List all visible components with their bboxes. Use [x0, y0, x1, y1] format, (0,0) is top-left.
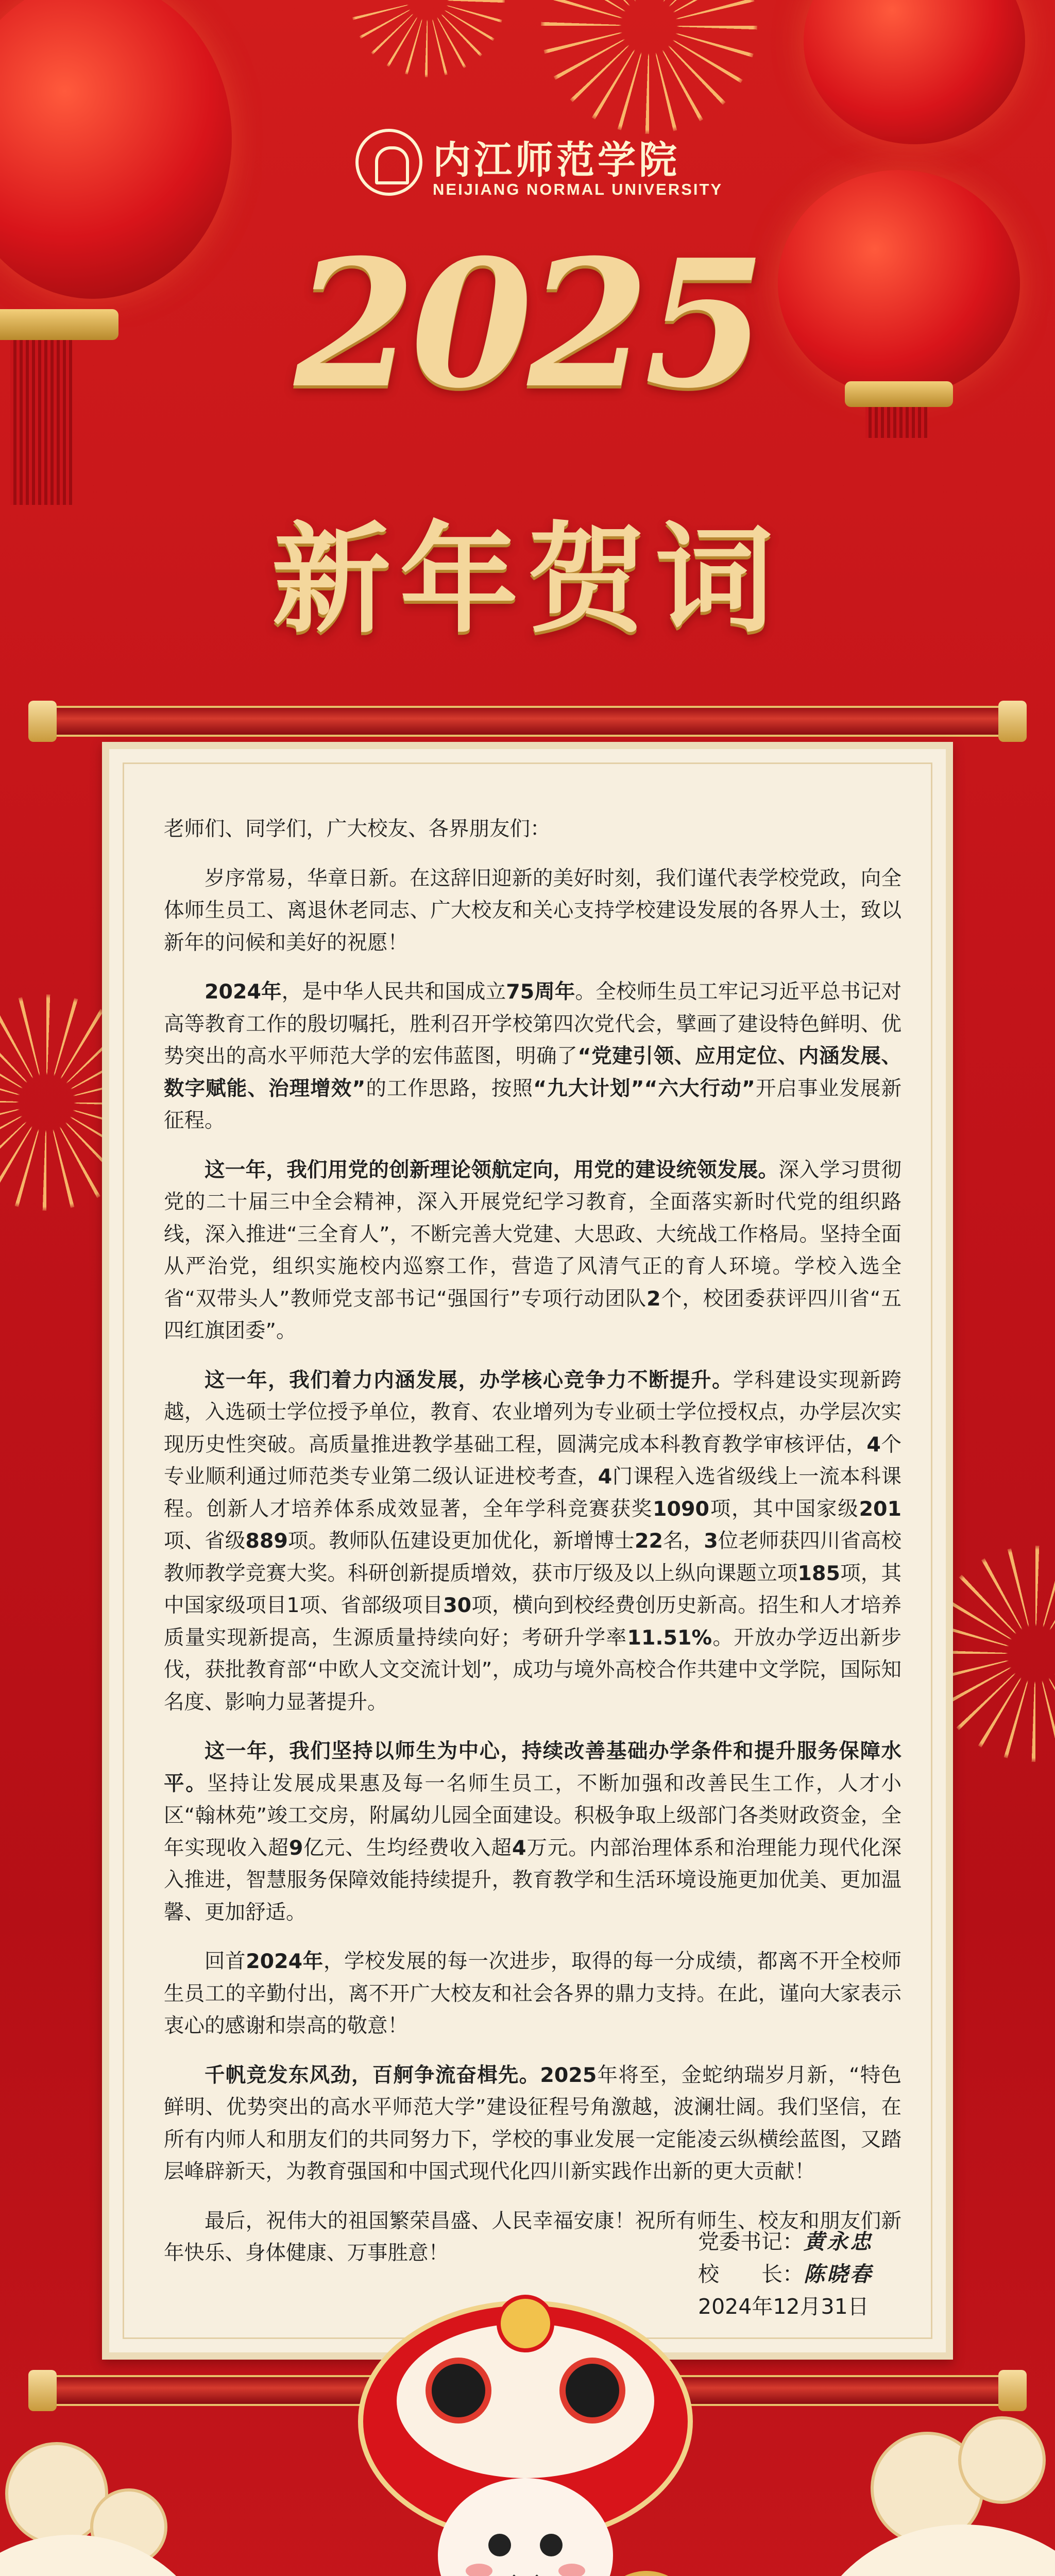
paragraph-2: 2024年，是中华人民共和国成立75周年。全校师生员工牢记习近平总书记对高等教育工作的殷切嘱托，胜利召开学校第四次党代会，擘画了建设特色鲜明、优势突出的高水平师范大学的宏伟蓝图，明确了“党建引领、应用定位、内涵发展、数字赋能、治理增效”的工作思路，按照“九大计划”“六大行动”开启事业发展新征程。	[164, 980, 902, 1132]
cloud-1	[0, 2535, 216, 2576]
cloud-4	[804, 2524, 1055, 2576]
paragraph-8: 最后，祝伟大的祖国繁荣昌盛、人民幸福安康！祝所有师生、校友和朋友们新年快乐、身体健康、万事胜意！	[164, 2209, 901, 2265]
scroll-cap-top-right	[998, 701, 1027, 742]
lantern-right-top	[804, 0, 1025, 144]
paragraph-4: 这一年，我们着力内涵发展，办学核心竞争力不断提升。学科建设实现新跨越，入选硕士学位授予单位，教育、农业增列为专业硕士学位授权点，办学层次实现历史性突破。高质量推进教学基础工程，圆满完成本科教育教学审核评估，4个专业顺利通过师范类专业第二级认证进校考查，4门课程入选省级线上一流本科课程。创新人才培养体系成效显著，全年学科竞赛获奖1090项，其中国家级201项、省级889项。教师队伍建设更加优化，新增博士22名，3位老师获四川省高校教师教学竞赛大奖。科研创新提质增效，获市厅级及以上纵向课题立项185项，其中国家级项目1项、省部级项目30项，横向到校经费创历史新高。招生和人才培养质量实现新提高，生源质量持续向好；考研升学率11.51%。开放办学迈出新步伐，获批教育部“中欧人文交流计划”，成功与境外高校合作共建中文学院，国际知名度、影响力显著提升。	[164, 1368, 902, 1714]
scroll-cap-bottom-left	[28, 2370, 57, 2411]
paragraph-6: 回首2024年，学校发展的每一次进步，取得的每一分成绩，都离不开全校师生员工的辛勤付出，离不开广大校友和社会各界的鼎力支持。在此，谨向大家表示衷心的感谢和崇高的敬意！	[164, 1950, 902, 2038]
paragraph-1: 岁序常易，华章日新。在这辞旧迎新的美好时刻，我们谨代表学校党政，向全体师生员工、离退休老同志、广大校友和关心支持学校建设发展的各界人士，致以新年的问候和美好的祝愿！	[164, 866, 901, 955]
firework-top	[541, 0, 757, 134]
paragraph-7: 千帆竞发东风劲，百舸争流奋楫先。2025年将至，金蛇纳瑞岁月新，“特色鲜明、优势突出的高水平师范大学”建设征程号角激越，波澜壮阔。我们坚信，在所有内师人和朋友们的共同努力下，学校的事业发展一定能凌云纵横绘蓝图，又踏层峰辟新天，为教育强国和中国式现代化四川新实践作出新的更大贡献！	[164, 2063, 901, 2183]
page-title: 新年贺词	[271, 510, 783, 649]
secretary-label: 党委书记：	[698, 2229, 804, 2254]
scroll-cap-top-left	[28, 701, 57, 742]
president-label: 校 长：	[698, 2262, 804, 2286]
plum-flower-right-2	[958, 2416, 1046, 2504]
paragraph-5: 这一年，我们坚持以师生为中心，持续改善基础办学条件和提升服务保障水平。坚持让发展成果惠及每一名师生员工，不断加强和改善民生工作，人才小区“翰林苑”竣工交房，附属幼儿园全面建设。积极争取上级部门各类财政资金，全年实现收入超9亿元、生均经费收入超4万元。内部治理体系和治理能力现代化深入推进，智慧服务保障效能持续提升，教育教学和生活环境设施更加优美、更加温馨、更加舒适。	[164, 1739, 902, 1924]
signature-block	[698, 2226, 914, 2323]
school-emblem-icon	[355, 129, 422, 196]
salutation: 老师们、同学们，广大校友、各界朋友们：	[164, 817, 551, 841]
letter-body	[164, 813, 901, 2286]
school-name-en: NEIJIANG NORMAL UNIVERSITY	[433, 180, 723, 198]
scroll-rod-top	[36, 706, 1019, 737]
paragraph-3: 这一年，我们用党的创新理论领航定向，用党的建设统领发展。深入学习贯彻党的二十届三中全会精神，深入开展党纪学习教育，全面落实新时代党的组织路线，深入推进“三全育人”，不断完善大党建、大思政、大统战工作格局。坚持全面从严治党，组织实施校内巡察工作，营造了风清气正的育人环境。学校入选全省“双带头人”教师党支部书记“强国行”专项行动团队2个，校团委获评四川省“五四红旗团委”。	[164, 1158, 902, 1343]
school-logo	[355, 129, 726, 206]
secretary-signature: 黄永忠	[804, 2229, 873, 2254]
firework-top-2	[350, 0, 505, 77]
president-signature: 陈晓春	[804, 2262, 873, 2286]
lion-dance-snake-mascot	[330, 2267, 721, 2576]
letter-date: 2024年12月31日	[698, 2294, 869, 2319]
scroll-cap-bottom-right	[998, 2370, 1027, 2411]
school-name-cn: 内江师范学院	[433, 138, 680, 182]
year-title: 2025	[294, 222, 761, 427]
